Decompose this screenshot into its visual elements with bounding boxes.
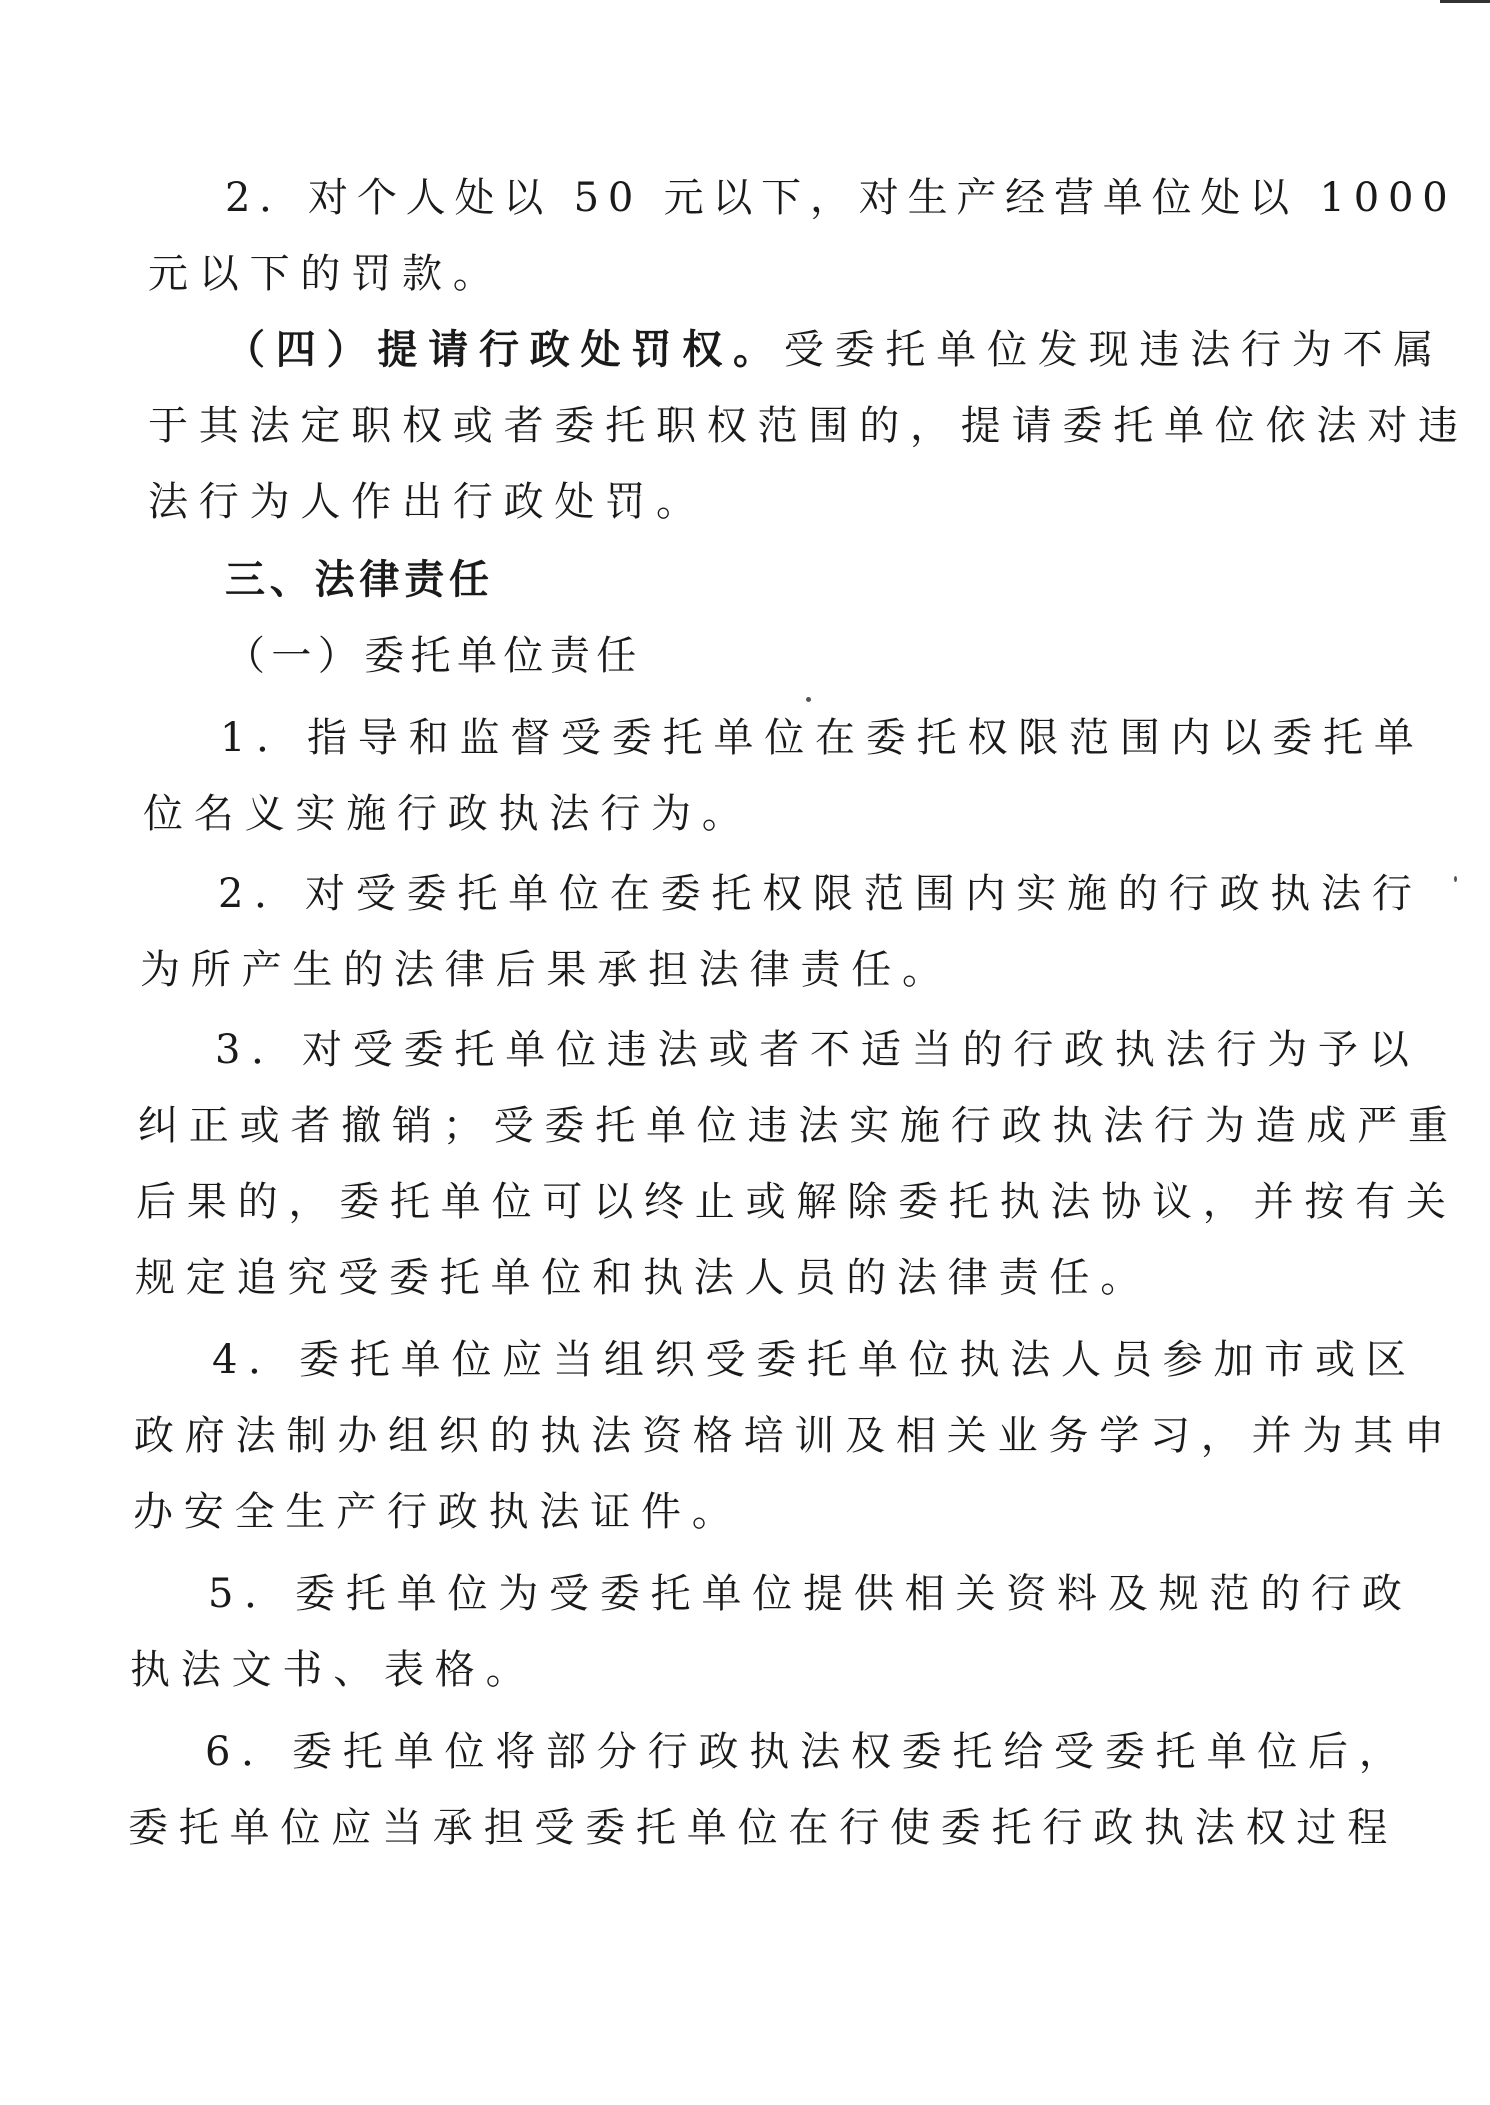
paragraph-text: 受委托单位发现违法行为不属 <box>783 327 1445 373</box>
scan-edge-mark <box>1440 0 1490 3</box>
paragraph-line: 执法文书、表格。 <box>130 1647 537 1693</box>
paragraph-line: 办安全生产行政执法证件。 <box>133 1489 743 1535</box>
paragraph-line: 委托单位应当承担受委托单位在行使委托行政执法权过程 <box>128 1805 1398 1851</box>
paragraph-line: 政府法制办组织的执法资格培训及相关业务学习，并为其申 <box>134 1413 1455 1459</box>
paragraph-line: 5．委托单位为受委托单位提供相关资料及规范的行政 <box>208 1571 1413 1617</box>
paragraph-line: 1．指导和监督受委托单位在委托权限范围内以委托单 <box>220 715 1425 761</box>
paragraph-line: 法行为人作出行政处罚。 <box>148 479 707 525</box>
paragraph-lead: （四）提请行政处罚权。 <box>225 326 784 373</box>
paragraph-line <box>225 325 1444 375</box>
paragraph-line: 位名义实施行政执法行为。 <box>143 791 753 837</box>
paragraph-line: 于其法定职权或者委托职权范围的，提请委托单位依法对违 <box>148 403 1469 449</box>
paragraph-line: 为所产生的法律后果承担法律责任。 <box>140 947 953 993</box>
paragraph-line: 4．委托单位应当组织受委托单位执法人员参加市或区 <box>212 1337 1417 1383</box>
paragraph-line: 3．对受委托单位违法或者不适当的行政执法行为予以 <box>215 1027 1420 1073</box>
paragraph-line: 2．对受委托单位在委托权限范围内实施的行政执法行 <box>218 871 1423 917</box>
paragraph-line: 规定追究受委托单位和执法人员的法律责任。 <box>135 1255 1151 1301</box>
paragraph-line: 后果的，委托单位可以终止或解除委托执法协议，并按有关 <box>136 1179 1457 1225</box>
section-heading: 三、法律责任 <box>225 556 494 603</box>
scan-speck <box>806 697 811 702</box>
subsection-heading: （一）委托单位责任 <box>225 633 643 679</box>
paragraph-line: 6．委托单位将部分行政执法权委托给受委托单位后， <box>205 1729 1410 1775</box>
paragraph-line: 纠正或者撤销；受委托单位违法实施行政执法行为造成严重 <box>138 1103 1459 1149</box>
paragraph-line: 元以下的罚款。 <box>148 251 504 297</box>
scan-speck <box>1454 876 1457 882</box>
paragraph-line: 2．对个人处以 50 元以下，对生产经营单位处以 1000 <box>225 175 1457 221</box>
